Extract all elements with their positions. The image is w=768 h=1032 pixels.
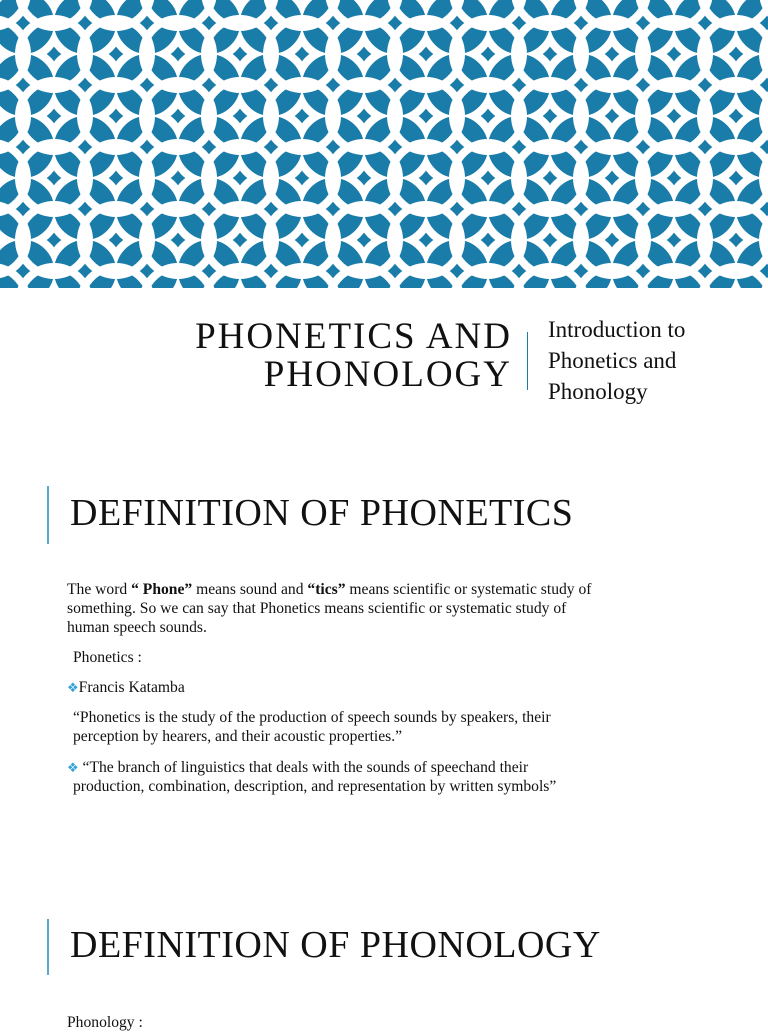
phonetics-label: Phonetics : bbox=[73, 649, 142, 666]
quote1-line2: perception by hearers, and their acoustic properties.” bbox=[73, 728, 403, 745]
quote2-line2: production, combination, description, and representation by written symbols” bbox=[73, 778, 557, 795]
main-title bbox=[72, 318, 512, 394]
accent-bar bbox=[47, 486, 49, 544]
intro-line3: human speech sounds. bbox=[67, 619, 207, 636]
title-slide bbox=[0, 288, 768, 440]
quote2-line1: “The branch of linguistics that deals with the sounds of speechand their bbox=[78, 759, 529, 776]
quote-linguistics bbox=[67, 758, 707, 796]
subtitle-line2: Phonetics and bbox=[548, 348, 677, 373]
intro-line2: something. So we can say that Phonetics means scientific or systematic study of bbox=[67, 600, 567, 617]
intro-tics-term: “tics” bbox=[307, 581, 346, 598]
subtitle bbox=[548, 314, 758, 407]
main-title-line1: PHONETICS AND bbox=[195, 316, 512, 357]
circle-lattice-pattern bbox=[0, 0, 768, 288]
main-title-line2: PHONOLOGY bbox=[263, 354, 512, 395]
diamond-bullet-icon: ❖ bbox=[67, 680, 79, 695]
quote1-line1: “Phonetics is the study of the production of speech sounds by speakers, their bbox=[73, 709, 551, 726]
author-bullet bbox=[67, 678, 185, 697]
diamond-bullet-icon: ❖ bbox=[67, 760, 79, 775]
phonetics-heading: DEFINITION OF PHONETICS bbox=[70, 492, 574, 534]
phonetics-intro bbox=[67, 580, 707, 637]
phonology-slide bbox=[0, 905, 768, 1031]
subtitle-line3: Phonology bbox=[548, 379, 648, 404]
intro-text-3: means scientific or systematic study of bbox=[345, 581, 592, 598]
accent-bar bbox=[47, 919, 49, 975]
title-divider bbox=[527, 332, 528, 390]
intro-text-2: means sound and bbox=[192, 581, 308, 598]
phonology-label: Phonology : bbox=[67, 1014, 143, 1031]
phonology-heading: DEFINITION OF PHONOLOGY bbox=[70, 924, 601, 966]
phonetics-slide bbox=[0, 470, 768, 830]
intro-text-1: The word bbox=[67, 581, 132, 598]
subtitle-line1: Introduction to bbox=[548, 317, 686, 342]
author-name: Francis Katamba bbox=[78, 679, 185, 696]
intro-phone-term: “ Phone” bbox=[131, 581, 193, 598]
quote-katamba bbox=[73, 708, 703, 746]
pattern-banner bbox=[0, 0, 768, 288]
